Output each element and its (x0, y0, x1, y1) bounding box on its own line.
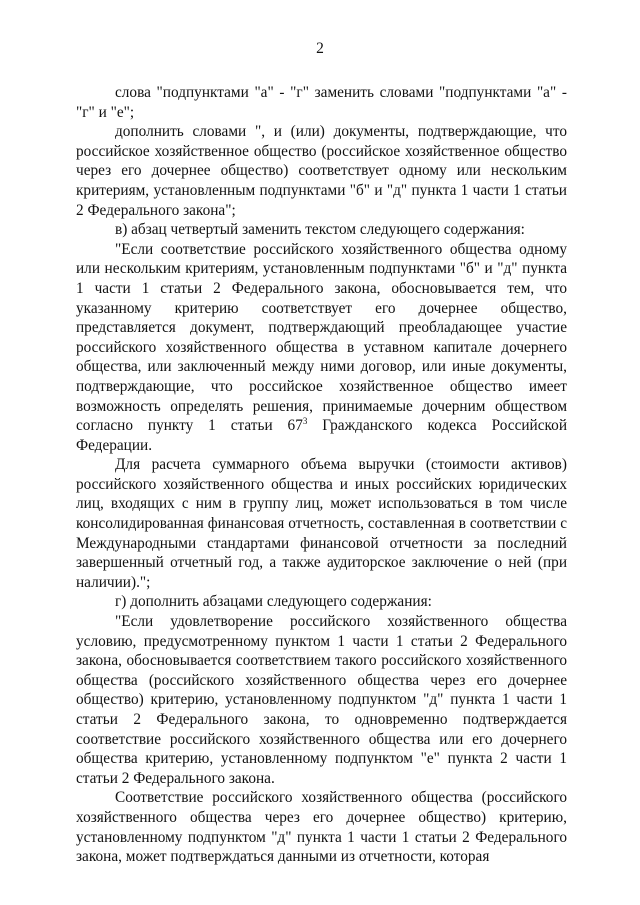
paragraph-8: Соответствие российского хозяйственного общества (российского хозяйственного общества через его дочернее общество) критерию, установленному подпунктом "д" пункта 1 части 1 статьи 2 Федерального закона, может подтверждаться данными из отчетности, которая (76, 789, 567, 866)
paragraph-2: дополнить словами ", и (или) документы, подтверждающие, что российское хозяйственное общество (российское хозяйственное общество через его дочернее общество) соответствует одному или нескольким критериям, установленным подпунктами "б" и "д" пункта 1 части 1 статьи 2 Федерального закона"; (76, 123, 567, 219)
paragraph-5: Для расчета суммарного объема выручки (стоимости активов) российского хозяйственного общества и иных российских юридических лиц, входящих с ним в группу лиц, может использоваться в том числе консолидированная финансовая отчетность, составленная в соответствии с Международными стандартами финансовой отчетности за последний завершенный отчетный год, а также аудиторское заключение о ней (при наличии)."; (76, 456, 567, 591)
paragraph-1: слова "подпунктами "а" - "г" заменить словами "подпунктами "а" - "г" и "е"; (76, 84, 567, 121)
paragraph-6: г) дополнить абзацами следующего содержания: (115, 593, 432, 611)
paragraph-7: "Если удовлетворение российского хозяйственного общества условию, предусмотренному пунктом 1 части 1 статьи 2 Федерального закона, обосновывается соответствием такого российского хозяйственного общества (российского хозяйственного общества через его дочернее общество) критерию, установленному подпунктом "д" пункта 1 части 1 статьи 2 Федерального закона, то одновременно подтверждается соответствие российского хозяйственного общества или его дочернего общества критерию, установленному подпунктом "е" пункта 2 части 1 статьи 2 Федерального закона. (76, 613, 567, 787)
paragraph-4 (76, 240, 567, 456)
paragraph-3: в) абзац четвертый заменить текстом следующего содержания: (115, 221, 525, 239)
document-body (76, 83, 567, 867)
page-number: 2 (316, 40, 324, 57)
paragraph-4-text: "Если соответствие российского хозяйственного общества одному или нескольким критериям, установленным подпунктами "б" и "д" пункта 1 части 1 статьи 2 Федерального закона, обосновывается тем, что указанному критерию соответствует его дочернее общество, представляется документ, подтверждающий преобладающее участие российского хозяйственного общества в уставном капитале дочернего общества, или заключенный между ними договор, или иные документы, подтверждающие, что российское хозяйственное общество имеет возможность определять решения, принимаемые дочерним обществом согласно пункту 1 статьи 67 (76, 240, 567, 435)
paragraph-4-tail: Гражданского кодекса Российской Федерации. (76, 417, 568, 454)
article-superscript: 3 (302, 416, 308, 427)
